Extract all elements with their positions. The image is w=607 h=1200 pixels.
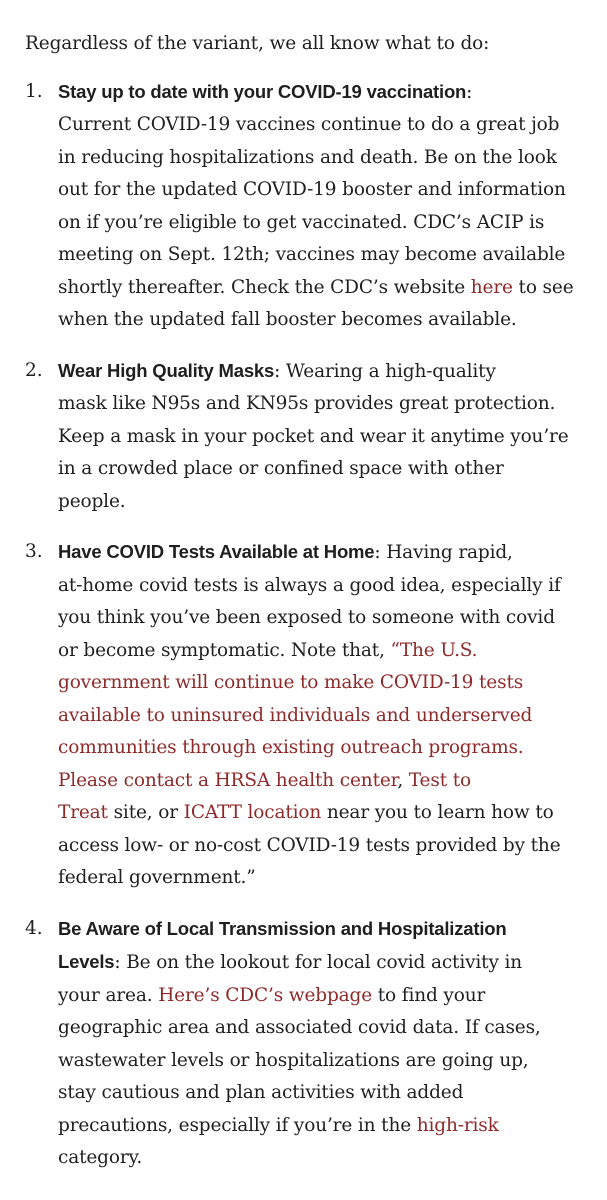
- list-number: 2.: [25, 359, 43, 381]
- text-run: in reducing hospitalizations and death. Be on the look: [58, 146, 557, 168]
- text-run: site, or: [107, 802, 184, 823]
- inline-link[interactable]: Here’s CDC’s webpage: [158, 984, 373, 1006]
- text-line: [58, 635, 607, 668]
- text-line: [58, 1142, 607, 1175]
- inline-link[interactable]: “The U.S.: [390, 639, 478, 661]
- text-run: : Be on the lookout for local covid activity in: [114, 952, 523, 973]
- text-line: [58, 765, 607, 798]
- list-number: 3.: [25, 541, 43, 562]
- list-item: [25, 913, 607, 1175]
- inline-link[interactable]: available to uninsured individuals and underserved: [58, 704, 533, 726]
- text-run: :: [466, 81, 473, 103]
- text-line: [58, 667, 607, 700]
- text-line: [58, 174, 607, 207]
- text-line: [58, 453, 607, 486]
- text-run: in a crowded place or confined space with other: [58, 458, 504, 479]
- text-line: [58, 486, 607, 519]
- text-line: [58, 570, 607, 603]
- text-run: : Having rapid,: [374, 542, 513, 563]
- text-line: [58, 1045, 607, 1078]
- item-title: Have COVID Tests Available at Home: [58, 541, 375, 562]
- text-line: [58, 272, 607, 305]
- text-line: [58, 830, 607, 863]
- list-number: 1.: [25, 80, 43, 102]
- text-run: geographic area and associated covid data. If cases,: [58, 1017, 541, 1038]
- item-title: Wear High Quality Masks: [58, 359, 275, 381]
- inline-link[interactable]: Test to: [408, 769, 471, 791]
- text-line: [58, 76, 607, 110]
- text-line: [58, 980, 607, 1013]
- text-line: [58, 388, 607, 421]
- item-title-continued: Levels: [58, 951, 115, 972]
- text-run: precautions, especially if you’re in the: [58, 1114, 417, 1136]
- text-line: [58, 732, 607, 765]
- text-run: wastewater levels or hospitalizations are going up,: [58, 1049, 529, 1071]
- text-line: [58, 142, 607, 175]
- text-line: [58, 1077, 607, 1110]
- text-run: you think you’ve been exposed to someone with covid: [58, 607, 555, 628]
- list-number: 4.: [25, 917, 43, 939]
- text-run: meeting on Sept. 12th; vaccines may become available: [58, 244, 566, 265]
- inline-link[interactable]: communities through existing outreach programs.: [58, 737, 524, 758]
- list-item: [25, 355, 607, 519]
- text-run: when the updated fall booster becomes available.: [58, 309, 517, 330]
- text-run: at-home covid tests is always a good idea, especially if: [58, 574, 561, 596]
- text-run: near you to learn how to: [321, 802, 554, 823]
- text-run: or become symptomatic. Note that,: [58, 639, 391, 661]
- text-run: shortly thereafter. Check the CDC’s website: [58, 276, 471, 298]
- text-run: to see: [512, 276, 574, 298]
- list-item: [25, 76, 607, 337]
- text-run: out for the updated COVID-19 booster and information: [58, 179, 566, 200]
- item-title: Be Aware of Local Transmission and Hospitalization: [58, 917, 507, 939]
- item-title: Stay up to date with your COVID-19 vaccination: [58, 80, 467, 102]
- text-run: people.: [58, 490, 126, 512]
- text-run: access low- or no-cost COVID-19 tests provided by the: [58, 834, 561, 856]
- intro-text: Regardless of the variant, we all know what to do:: [25, 33, 490, 54]
- tips-list: [25, 76, 607, 1175]
- list-item: [25, 536, 607, 895]
- text-line: [58, 207, 607, 240]
- text-run: ,: [397, 769, 409, 791]
- text-line: [58, 602, 607, 635]
- text-run: your area.: [58, 984, 159, 1006]
- text-line: [58, 1012, 607, 1045]
- text-line: [58, 421, 607, 454]
- text-line: [58, 304, 607, 337]
- text-run: to find your: [372, 984, 486, 1006]
- text-run: stay cautious and plan activities with added: [58, 1082, 464, 1103]
- text-line: [58, 536, 607, 570]
- inline-link[interactable]: Treat: [58, 802, 108, 823]
- text-run: category.: [58, 1147, 143, 1168]
- text-run: federal government.”: [58, 867, 256, 888]
- text-run: on if you’re eligible to get vaccinated. CDC’s ACIP is: [58, 211, 545, 233]
- inline-link[interactable]: high-risk: [416, 1114, 499, 1136]
- text-line: [58, 946, 607, 980]
- text-line: [58, 797, 607, 830]
- text-line: [58, 1110, 607, 1143]
- text-line: [58, 239, 607, 272]
- text-line: [58, 913, 607, 947]
- inline-link[interactable]: Please contact a HRSA health center: [58, 769, 398, 791]
- text-run: mask like N95s and KN95s provides great protection.: [58, 393, 556, 414]
- text-run: Keep a mask in your pocket and wear it anytime you’re: [58, 425, 569, 447]
- text-line: [58, 862, 607, 895]
- inline-link[interactable]: ICATT location: [183, 802, 322, 823]
- text-line: [58, 109, 607, 142]
- text-line: [58, 700, 607, 733]
- text-run: : Wearing a high-quality: [274, 360, 496, 382]
- inline-link[interactable]: government will continue to make COVID-19 tests: [58, 672, 524, 693]
- text-run: Current COVID-19 vaccines continue to do a great job: [58, 114, 560, 135]
- text-line: [58, 355, 607, 389]
- inline-link[interactable]: here: [470, 276, 513, 298]
